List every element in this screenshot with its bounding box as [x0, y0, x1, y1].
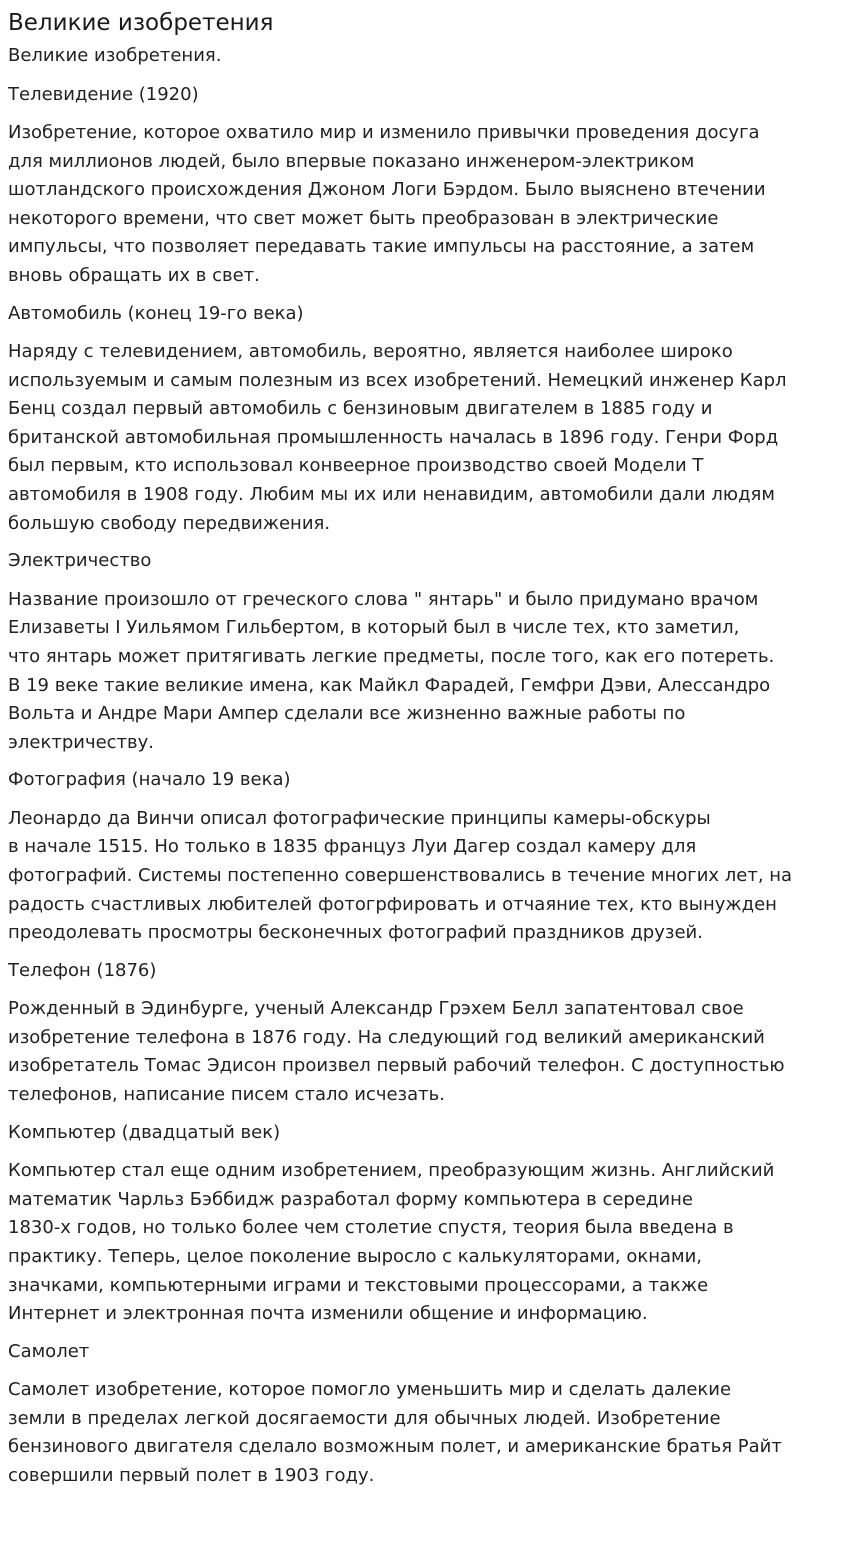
section-heading: Фотография (начало 19 века) — [8, 769, 291, 791]
page-title: Великие изобретения — [8, 10, 274, 36]
section-body: Наряду с телевидением, автомобиль, вероятно, является наиболее широко используемым и самым полезным из всех изобретений. Немецкий инженер Карл Бенц создал первый автомобиль с бензиновым двигателем в 1885 году и британской автомобильная промышленность началась в 1896 году. Генри Форд был первым, кто использовал конвеерное производство своей Модели Т автомобиля в 1908 году. Любим мы их или ненавидим, автомобили дали людям большую свободу передвижения. — [8, 341, 787, 534]
section-heading: Автомобиль (конец 19-го века) — [8, 302, 304, 324]
section-heading: Телефон (1876) — [8, 959, 157, 981]
section-heading: Самолет — [8, 1340, 90, 1362]
section-body: Название произошло от греческого слова " янтарь" и было придумано врачом Елизаветы I Уильямом Гильбертом, в который был в числе тех, кто заметил, что янтарь может притягивать легкие предметы, после того, как его потереть. В 19 веке такие великие имена, как Майкл Фарадей, Гемфри Дэви, Алессандро Вольта и Андре Мари Ампер сделали все жизненно важные работы по электричеству. — [8, 588, 775, 753]
section-computer — [8, 1119, 839, 1329]
section-automobile — [8, 300, 839, 539]
section-body: Леонардо да Винчи описал фотографические принципы камеры-обскуры в начале 1515. Но только в 1835 француз Луи Дагер создал камеру для фотографий. Системы постепенно совершенствовались в течение многих лет, на радость счастливых любителей фотогрфировать и отчаяние тех, кто вынужден преодолевать просмотры бесконечных фотографий праздников друзей. — [8, 807, 793, 944]
section-body: Изобретение, которое охватило мир и изменило привычки проведения досуга для миллионов людей, было впервые показано инженером-электриком шотландского происхождения Джоном Логи Бэрдом. Было выяснено втечении некоторого времени, что свет может быть преобразован в электрические импульсы, что позволяет передавать такие импульсы на расстояние, а затем вновь обращать их в свет. — [8, 122, 766, 286]
section-body: Самолет изобретение, которое помогло уменьшить мир и сделать далекие земли в пределах легкой досягаемости для обычных людей. Изобретение бензинового двигателя сделало возможным полет, и американские братья Райт совершили первый полет в 1903 году. — [8, 1379, 782, 1486]
section-telephone — [8, 957, 839, 1110]
section-heading: Телевидение (1920) — [8, 83, 199, 105]
section-photography — [8, 766, 839, 947]
section-body: Компьютер стал еще одним изобретением, преобразующим жизнь. Английский математик Чарльз Бэббидж разработал форму компьютера в середине 1830-х годов, но только более чем столетие спустя, теория была введена в практику. Теперь, целое поколение выросло с калькуляторами, окнами, значками, компьютерными играми и текстовыми процессорами, а также Интернет и электронная почта изменили общение и информацию. — [8, 1160, 775, 1325]
section-airplane — [8, 1338, 839, 1491]
section-body: Рожденный в Эдинбурге, ученый Александр Грэхем Белл запатентовал свое изобретение телефона в 1876 году. На следующий год великий американский изобретатель Томас Эдисон произвел первый рабочий телефон. С доступностью телефонов, написание писем стало исчезать. — [8, 998, 785, 1106]
section-electricity — [8, 547, 839, 757]
section-television — [8, 81, 839, 291]
document-subtitle: Великие изобретения. — [8, 45, 222, 66]
section-heading: Электричество — [8, 550, 152, 572]
section-heading: Компьютер (двадцатый век) — [8, 1121, 281, 1143]
